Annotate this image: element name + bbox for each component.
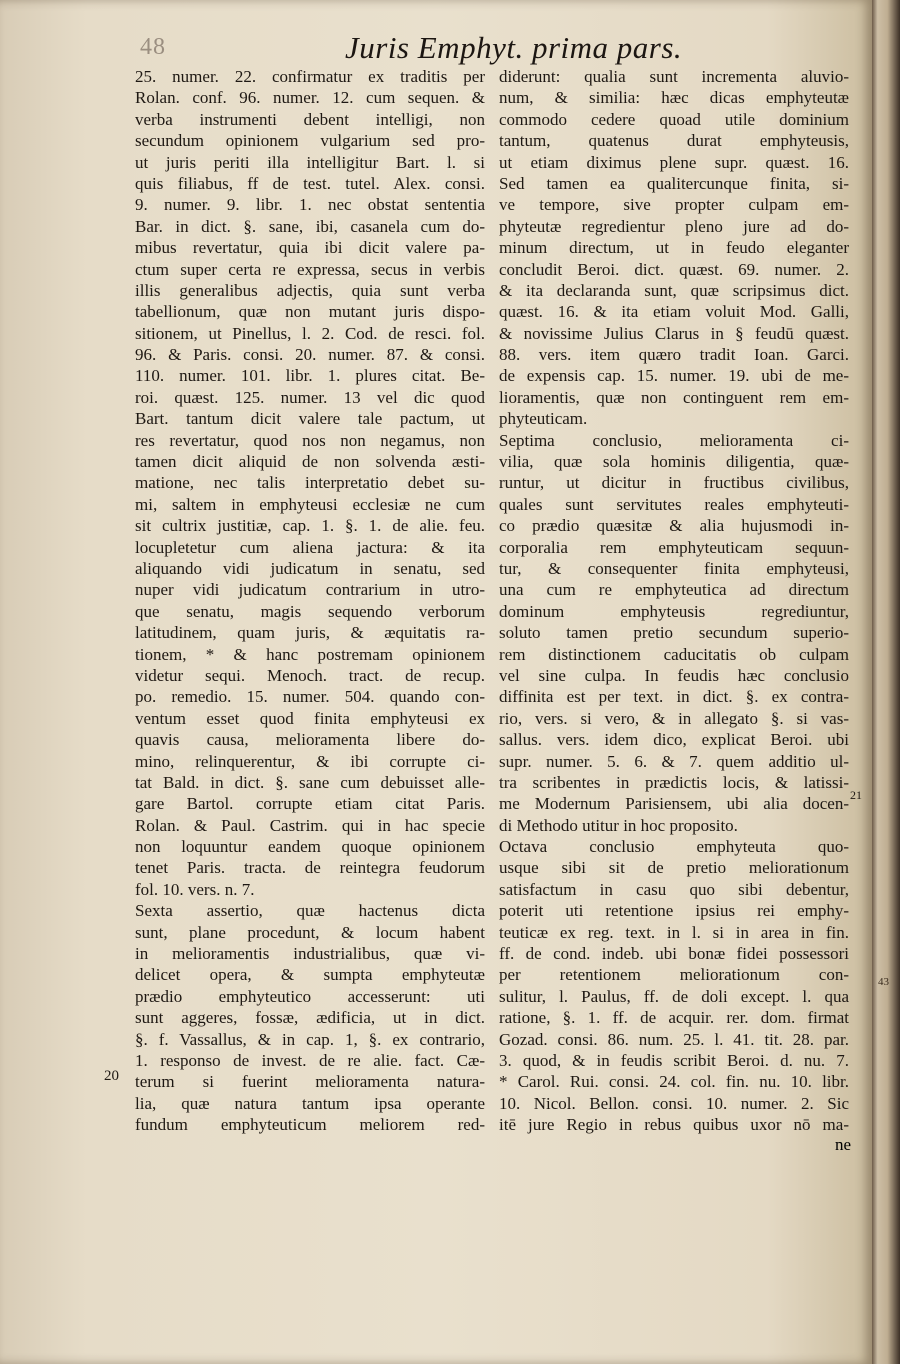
text-line: poterit uti retentione ipsius rei emphy- (499, 901, 849, 921)
text-line: §. f. Vassallus, & in cap. 1, §. ex contrario, (135, 1029, 485, 1049)
text-line: vilia, quæ sola hominis diligentia, quæ- (499, 452, 849, 472)
text-line: & novissime Julius Clarus in § feudū quæst. (499, 323, 849, 343)
text-line: mino, relinquerentur, & ibi corrupte ci- (135, 751, 485, 771)
text-line: secundum opinionem vulgarium sed pro- (135, 131, 485, 151)
text-line: locupletetur cum aliena jactura: & ita (135, 537, 485, 557)
text-line: fundum emphyteuticum meliorem red- (135, 1115, 485, 1135)
text-line: ctum super certa re expressa, secus in verbis (135, 259, 485, 279)
text-line: po. remedio. 15. numer. 504. quando con- (135, 687, 485, 707)
text-line: teuticæ ex reg. text. in l. si in area in fin. (499, 922, 849, 942)
text-line: Rolan. conf. 96. numer. 12. cum sequen. & (135, 88, 485, 108)
text-line: tur, & consequenter finita emphyteusi, (499, 558, 849, 578)
text-line: quavis causa, melioramenta libere do- (135, 730, 485, 750)
text-line: 96. & Paris. consi. 20. numer. 87. & consi. (135, 345, 485, 365)
text-line: commodo cedere quoad utile dominium (499, 109, 849, 129)
text-line: satisfactum in casu quo sibi debentur, (499, 879, 849, 899)
text-line: concludit Beroi. dict. quæst. 69. numer. 2. (499, 259, 849, 279)
text-line: tionem, * & hanc postremam opinionem (135, 644, 485, 664)
text-line: nuper vidi judicatum contrarium in utro- (135, 580, 485, 600)
text-line: Septima conclusio, melioramenta ci- (499, 430, 849, 450)
text-line: sulitur, l. Paulus, ff. de doli except. l. qua (499, 986, 849, 1006)
text-line: sunt, plane procedunt, & locum habent (135, 922, 485, 942)
next-page-edge (872, 0, 900, 1364)
text-line: non loquuntur eandem quoque opinionem (135, 837, 485, 857)
text-line: ff. de cond. indeb. ubi bonæ fidei possessori (499, 944, 849, 964)
text-line: sit cultrix justitiæ, cap. 1. §. 1. de alie. feu. (135, 516, 485, 536)
text-line: diffinita est per text. in dict. §. ex contra- (499, 687, 849, 707)
text-line: Bart. tantum dicit valere tale pactum, ut (135, 409, 485, 429)
text-line: ve tempore, sive propter culpam em- (499, 195, 849, 215)
text-line: 10. Nicol. Bellon. consi. 10. numer. 2. Sic (499, 1093, 849, 1113)
margin-note-right: 21 (850, 788, 862, 802)
text-line: res revertatur, quod nos non negamus, non (135, 430, 485, 450)
text-line: rio, vers. si vero, & in allegato §. si vas- (499, 708, 849, 728)
text-line: ut etiam diximus plene supr. quæst. 16. (499, 152, 849, 172)
text-line: sunt aggeres, fossæ, ædificia, ut in dict. (135, 1008, 485, 1028)
text-line: que senatu, magis sequendo verborum (135, 601, 485, 621)
text-line: quæst. 16. & ita etiam voluit Mod. Galli, (499, 302, 849, 322)
text-line: illis generalibus adjectis, quia sunt verba (135, 280, 485, 300)
text-line: sallus. vers. idem dico, explicat Beroi. ubi (499, 730, 849, 750)
text-line: aliquando vidi judicatum in senatu, sed (135, 558, 485, 578)
text-line: me Modernum Parisiensem, ubi alia docen- (499, 794, 849, 814)
text-line: latitudinem, quam juris, & æquitatis ra- (135, 623, 485, 643)
text-line: ut juris periti illa intelligitur Bart. l. si (135, 152, 485, 172)
text-line: ratione, §. 1. ff. de acquir. rer. dom. firmat (499, 1008, 849, 1028)
text-line: soluto tamen pretio secundum superio- (499, 623, 849, 643)
text-line: Gozad. consi. 86. num. 25. l. 41. tit. 28. par. (499, 1029, 849, 1049)
text-line: tantum, quatenus durat emphyteusis, (499, 131, 849, 151)
text-line: dominum emphyteusis regrediuntur, (499, 601, 849, 621)
page-number: 48 (140, 34, 166, 60)
text-line: itē jure Regio in rebus quibus uxor nō ma- (499, 1115, 849, 1135)
text-line: videtur sequi. Menoch. tract. de recup. (135, 665, 485, 685)
text-line: tra scribentes in prædictis locis, & latissi- (499, 772, 849, 792)
text-line: fol. 10. vers. n. 7. (135, 879, 255, 899)
text-line: quales sunt servitutes reales emphyteuti- (499, 494, 849, 514)
text-line: roi. quæst. 125. numer. 13 vel dic quod (135, 387, 485, 407)
text-line: num, & similia: hæc dicas emphyteutæ (499, 88, 849, 108)
text-line: tat Bald. in dict. §. sane cum debuisset alle- (135, 772, 485, 792)
text-line: 25. numer. 22. confirmatur ex traditis per (135, 67, 485, 86)
text-line: phyteuticam. (499, 409, 588, 429)
text-line: phyteutæ regredientur pleno jure ad do- (499, 216, 849, 236)
text-line: Rolan. & Paul. Castrim. qui in hac specie (135, 815, 485, 835)
text-line: lia, quæ natura tantum ipsa operante (135, 1093, 485, 1113)
text-line: co prædio quæsitæ & alia hujusmodi in- (499, 516, 849, 536)
text-line: corporalia rem emphyteuticam sequun- (499, 537, 849, 557)
text-line: vel sine culpa. In feudis hæc conclusio (499, 665, 849, 685)
text-line: verba instrumenti debent intelligi, non (135, 109, 485, 129)
text-line: terum si fuerint melioramenta natura- (135, 1072, 485, 1092)
text-line: matione, nec talis interpretatio debet su- (135, 473, 485, 493)
text-line: & ita declaranda sunt, quæ scripsimus dict. (499, 280, 849, 300)
text-line: 88. vers. item quæro tradit Ioan. Garci. (499, 345, 849, 365)
catchword: ne (835, 1135, 852, 1154)
text-line: tabellionum, quæ non mutant juris dispo- (135, 302, 485, 322)
text-line: in melioramentis industrialibus, quæ vi- (135, 944, 485, 964)
left-text-column (135, 66, 485, 1136)
text-line: runtur, ut dicitur in fructibus civilibus, (499, 473, 849, 493)
text-line: Sexta assertio, quæ hactenus dicta (135, 901, 485, 921)
text-line: rem distinctionem caducitatis ob culpam (499, 644, 849, 664)
text-line: delicet opera, & sumpta emphyteutæ (135, 965, 485, 985)
text-line: de expensis cap. 15. numer. 19. ubi de me- (499, 366, 849, 386)
text-line: di Methodo utitur in hoc proposito. (499, 815, 738, 835)
text-line: sitionem, ut Pinellus, l. 2. Cod. de resci. fol. (135, 323, 485, 343)
text-line: una cum re emphyteutica ad directum (499, 580, 849, 600)
text-line: 1. responso de invest. de re alie. fact. Cæ- (135, 1050, 485, 1070)
text-line: * Carol. Rui. consi. 24. col. fin. nu. 10. libr. (499, 1072, 849, 1092)
text-line: 3. quod, & in feudis scribit Beroi. d. nu. 7. (499, 1050, 849, 1070)
text-line: Octava conclusio emphyteuta quo- (499, 837, 849, 857)
text-line: mibus revertatur, quia ibi dicit valere pa- (135, 238, 485, 258)
margin-note-left: 20 (104, 1068, 119, 1084)
text-line: prædio emphyteutico accesserunt: uti (135, 986, 485, 1006)
running-title: Juris Emphyt. prima pars. (345, 30, 683, 65)
text-line: ventum esset quod finita emphyteusi ex (135, 708, 485, 728)
text-line: quis filiabus, ff de test. tutel. Alex. consi. (135, 173, 485, 193)
text-line: diderunt: qualia sunt incrementa aluvio- (499, 67, 849, 86)
edge-number: 43 (878, 976, 889, 988)
text-line: tenet Paris. tracta. de reintegra feudorum (135, 858, 485, 878)
text-line: usque sibi sit de pretio meliorationum (499, 858, 849, 878)
text-line: 110. numer. 101. libr. 1. plures citat. Be- (135, 366, 485, 386)
text-line: Sed tamen ea qualitercunque finita, si- (499, 173, 849, 193)
text-line: minum directum, ut in feudo eleganter (499, 238, 849, 258)
text-line: tamen dicit aliquid de non solvenda æsti- (135, 452, 485, 472)
text-line: per retentionem meliorationum con- (499, 965, 849, 985)
text-line: 9. numer. 9. libr. 1. nec obstat sententia (135, 195, 485, 215)
right-text-column (499, 66, 849, 1136)
text-line: Bar. in dict. §. sane, ibi, casanela cum do- (135, 216, 485, 236)
text-line: gare Bartol. corrupte etiam citat Paris. (135, 794, 485, 814)
text-line: lioramentis, quæ non continguent rem em- (499, 387, 849, 407)
text-line: mi, saltem in emphyteusi ecclesiæ ne cum (135, 494, 485, 514)
text-line: supr. numer. 5. 6. & 7. quem additio ul- (499, 751, 849, 771)
